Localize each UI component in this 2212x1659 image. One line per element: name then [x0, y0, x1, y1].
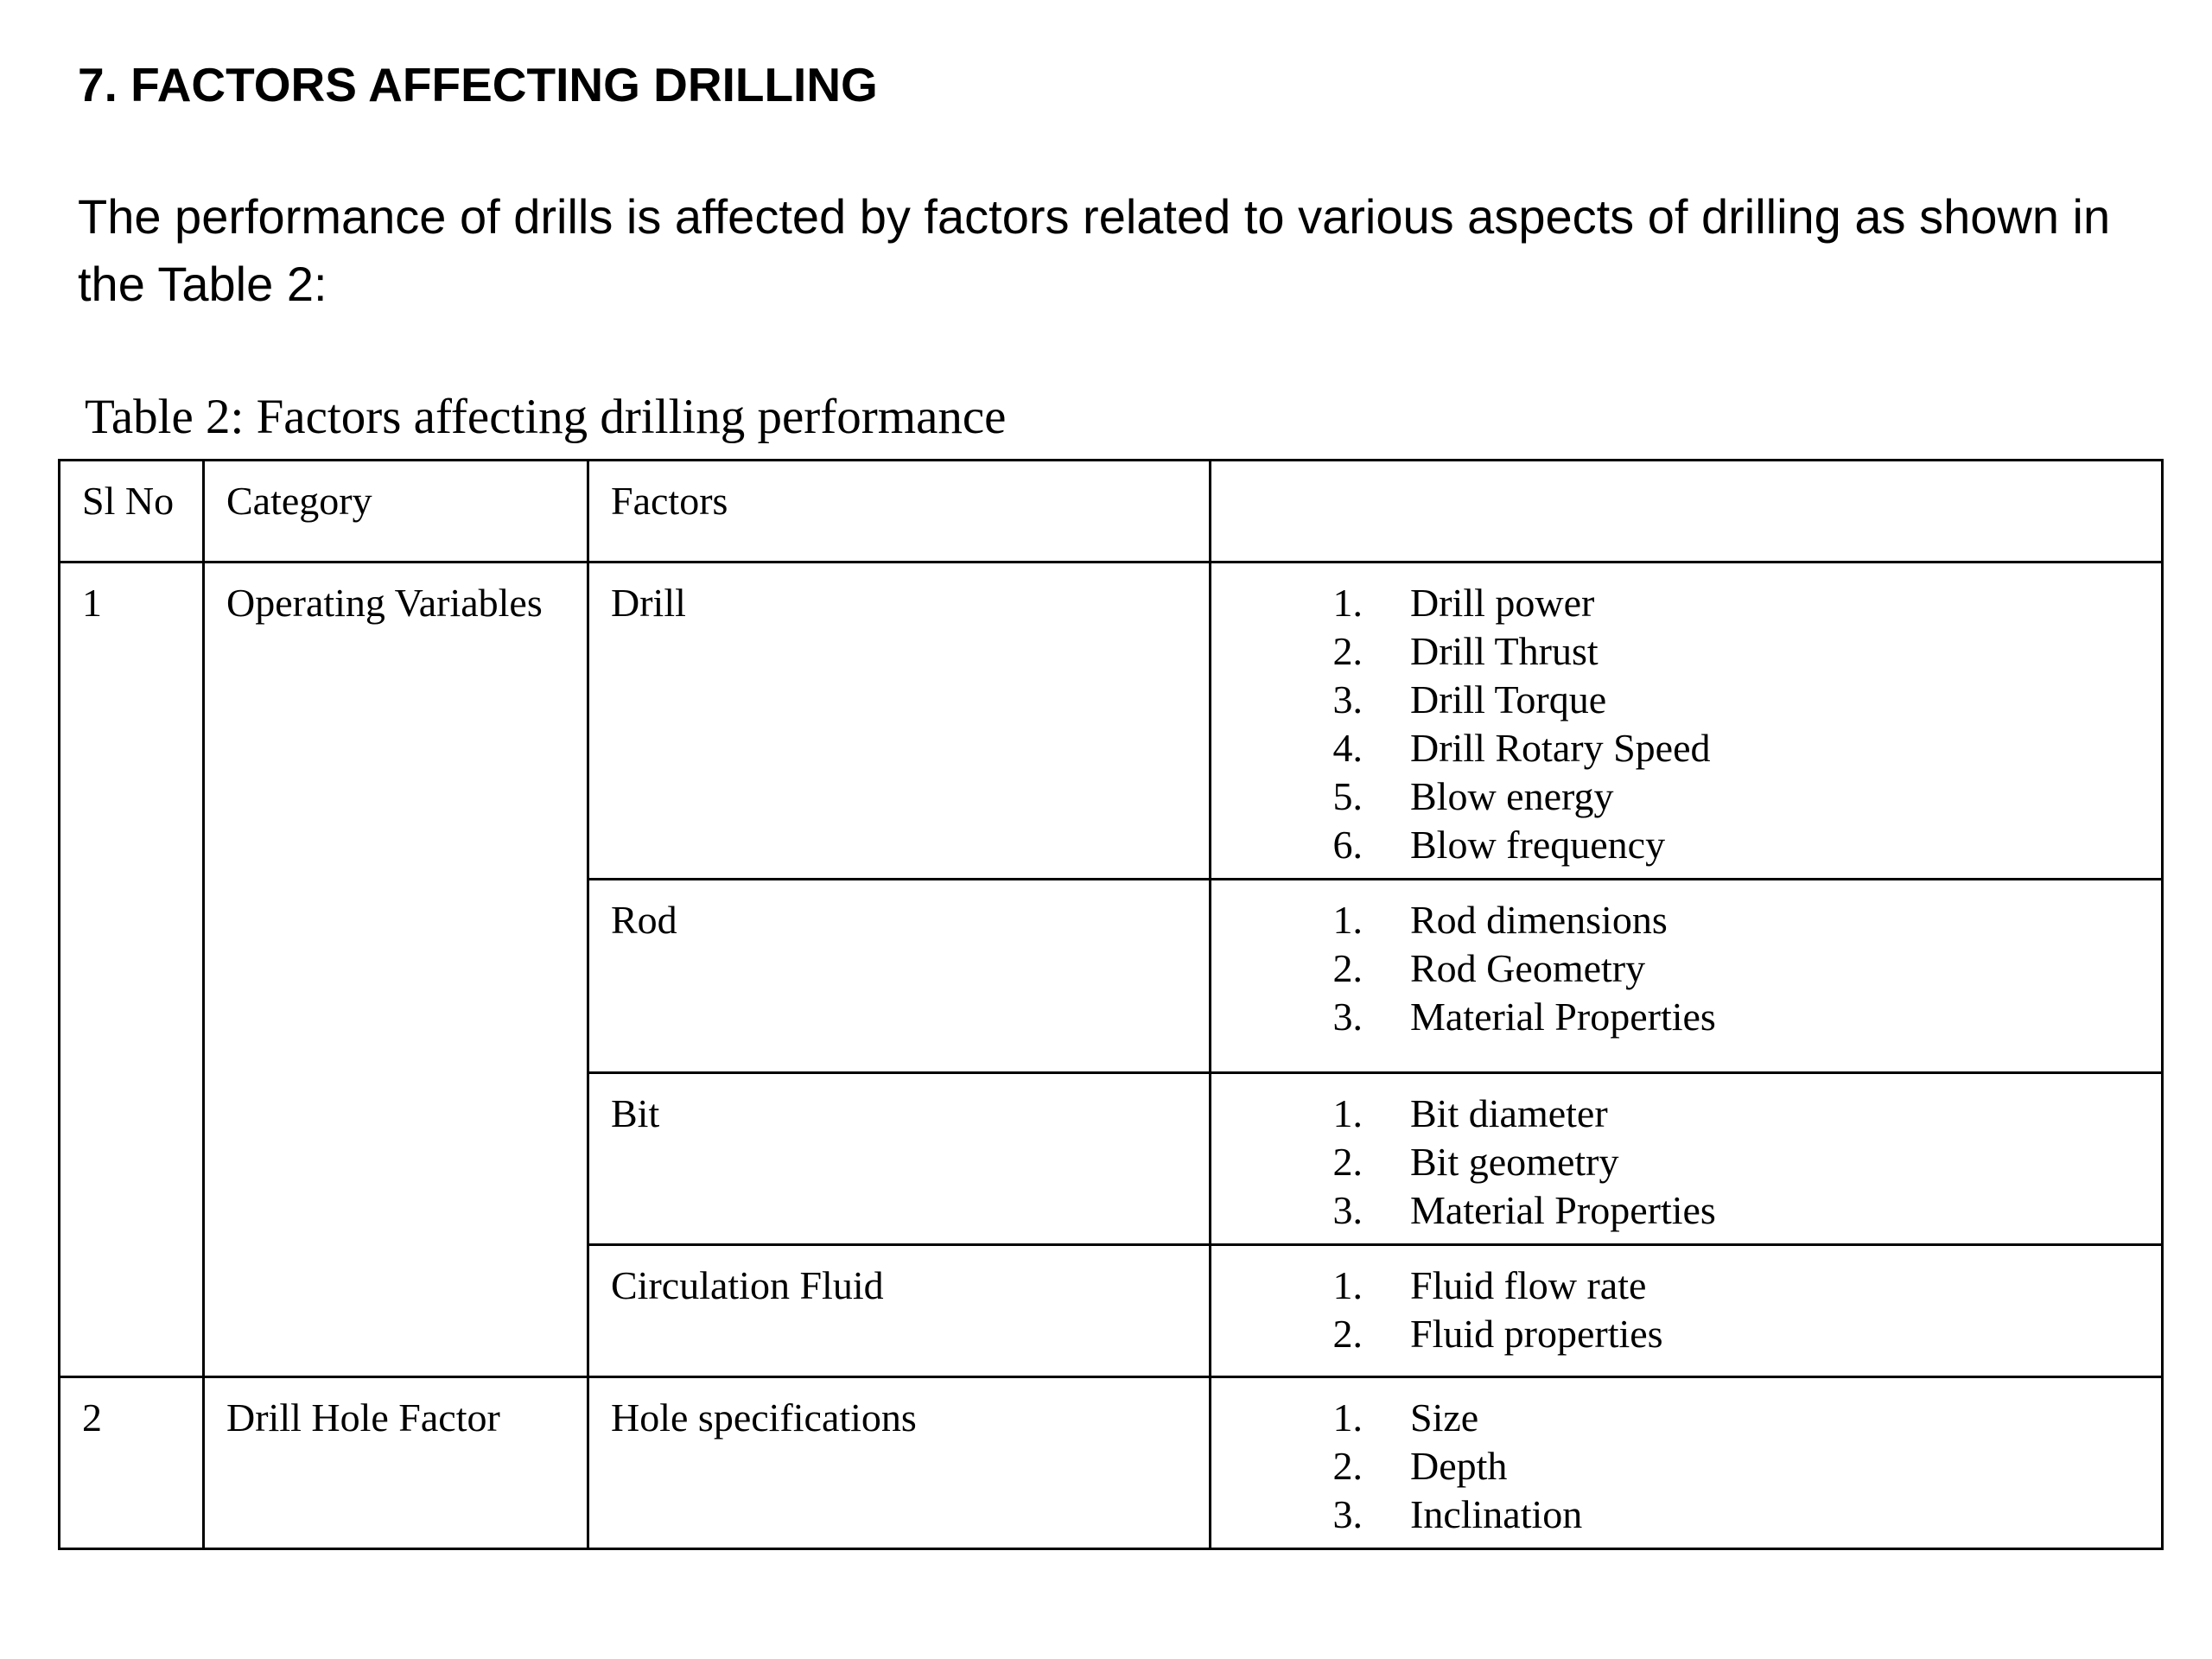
list-item: [1233, 724, 2144, 772]
item-number: 5.: [1332, 774, 1363, 818]
table-header-row: [60, 461, 2163, 563]
factor-cell: Hole specifications: [588, 1377, 1211, 1549]
list-item: [1233, 1090, 2144, 1138]
item-text: Rod dimensions: [1410, 898, 1668, 942]
item-text: Size: [1410, 1395, 1479, 1440]
item-text: Rod Geometry: [1410, 946, 1646, 990]
list-item: [1233, 1442, 2144, 1491]
list-item: [1233, 1394, 2144, 1442]
sl-no-cell: 1: [60, 563, 204, 1377]
item-text: Drill power: [1410, 581, 1595, 625]
item-text: Bit diameter: [1410, 1091, 1608, 1135]
category-cell: Operating Variables: [204, 563, 588, 1377]
factor-list: [1233, 579, 2144, 869]
item-number: 1.: [1332, 1091, 1363, 1135]
list-item: [1233, 944, 2144, 993]
factor-details-cell: [1211, 880, 2163, 1073]
item-text: Inclination: [1410, 1492, 1583, 1536]
factors-table: [58, 459, 2164, 1550]
header-category: Category: [204, 461, 588, 563]
factor-details-cell: [1211, 1073, 2163, 1245]
sl-no-cell: 2: [60, 1377, 204, 1549]
factor-cell: Bit: [588, 1073, 1211, 1245]
header-factors: Factors: [588, 461, 1211, 563]
item-text: Drill Rotary Speed: [1410, 726, 1711, 770]
list-item: [1233, 1186, 2144, 1235]
item-number: 3.: [1332, 995, 1363, 1039]
item-text: Fluid flow rate: [1410, 1263, 1647, 1307]
section-heading: 7. FACTORS AFFECTING DRILLING: [78, 58, 878, 111]
list-item: [1233, 772, 2144, 821]
item-text: Drill Torque: [1410, 677, 1607, 721]
item-number: 3.: [1332, 1188, 1363, 1232]
item-text: Bit geometry: [1410, 1140, 1619, 1184]
table-row: [60, 563, 2163, 880]
factor-list: [1233, 896, 2144, 1041]
item-number: 3.: [1332, 1492, 1363, 1536]
list-item: [1233, 1262, 2144, 1310]
item-text: Blow frequency: [1410, 823, 1666, 867]
item-text: Material Properties: [1410, 1188, 1716, 1232]
item-text: Fluid properties: [1410, 1312, 1663, 1356]
item-number: 4.: [1332, 726, 1363, 770]
item-number: 6.: [1332, 823, 1363, 867]
list-item: [1233, 1491, 2144, 1539]
item-number: 1.: [1332, 898, 1363, 942]
factor-list: [1233, 1394, 2144, 1539]
item-number: 2.: [1332, 1444, 1363, 1488]
factor-details-cell: [1211, 563, 2163, 880]
intro-paragraph: The performance of drills is affected by factors related to various aspects of drilling as shown in the Table 2:: [78, 189, 2111, 311]
list-item: [1233, 627, 2144, 676]
list-item: [1233, 676, 2144, 724]
header-details: [1211, 461, 2163, 563]
factor-cell: Rod: [588, 880, 1211, 1073]
item-text: Drill Thrust: [1410, 629, 1599, 673]
list-item: [1233, 993, 2144, 1041]
category-cell: Drill Hole Factor: [204, 1377, 588, 1549]
item-number: 1.: [1332, 1263, 1363, 1307]
factor-cell: Circulation Fluid: [588, 1245, 1211, 1377]
factor-list: [1233, 1090, 2144, 1235]
item-number: 2.: [1332, 946, 1363, 990]
item-number: 2.: [1332, 1140, 1363, 1184]
list-item: [1233, 896, 2144, 944]
list-item: [1233, 1310, 2144, 1358]
factor-cell: Drill: [588, 563, 1211, 880]
list-item: [1233, 1138, 2144, 1186]
item-number: 1.: [1332, 1395, 1363, 1440]
item-number: 1.: [1332, 581, 1363, 625]
table-row: [60, 1377, 2163, 1549]
item-number: 3.: [1332, 677, 1363, 721]
item-text: Material Properties: [1410, 995, 1716, 1039]
factor-list: [1233, 1262, 2144, 1358]
factor-details-cell: [1211, 1245, 2163, 1377]
item-number: 2.: [1332, 629, 1363, 673]
list-item: [1233, 579, 2144, 627]
table-caption: Table 2: Factors affecting drilling performance: [85, 390, 1007, 444]
item-number: 2.: [1332, 1312, 1363, 1356]
item-text: Blow energy: [1410, 774, 1614, 818]
list-item: [1233, 821, 2144, 869]
header-sl-no: Sl No: [60, 461, 204, 563]
factor-details-cell: [1211, 1377, 2163, 1549]
item-text: Depth: [1410, 1444, 1508, 1488]
